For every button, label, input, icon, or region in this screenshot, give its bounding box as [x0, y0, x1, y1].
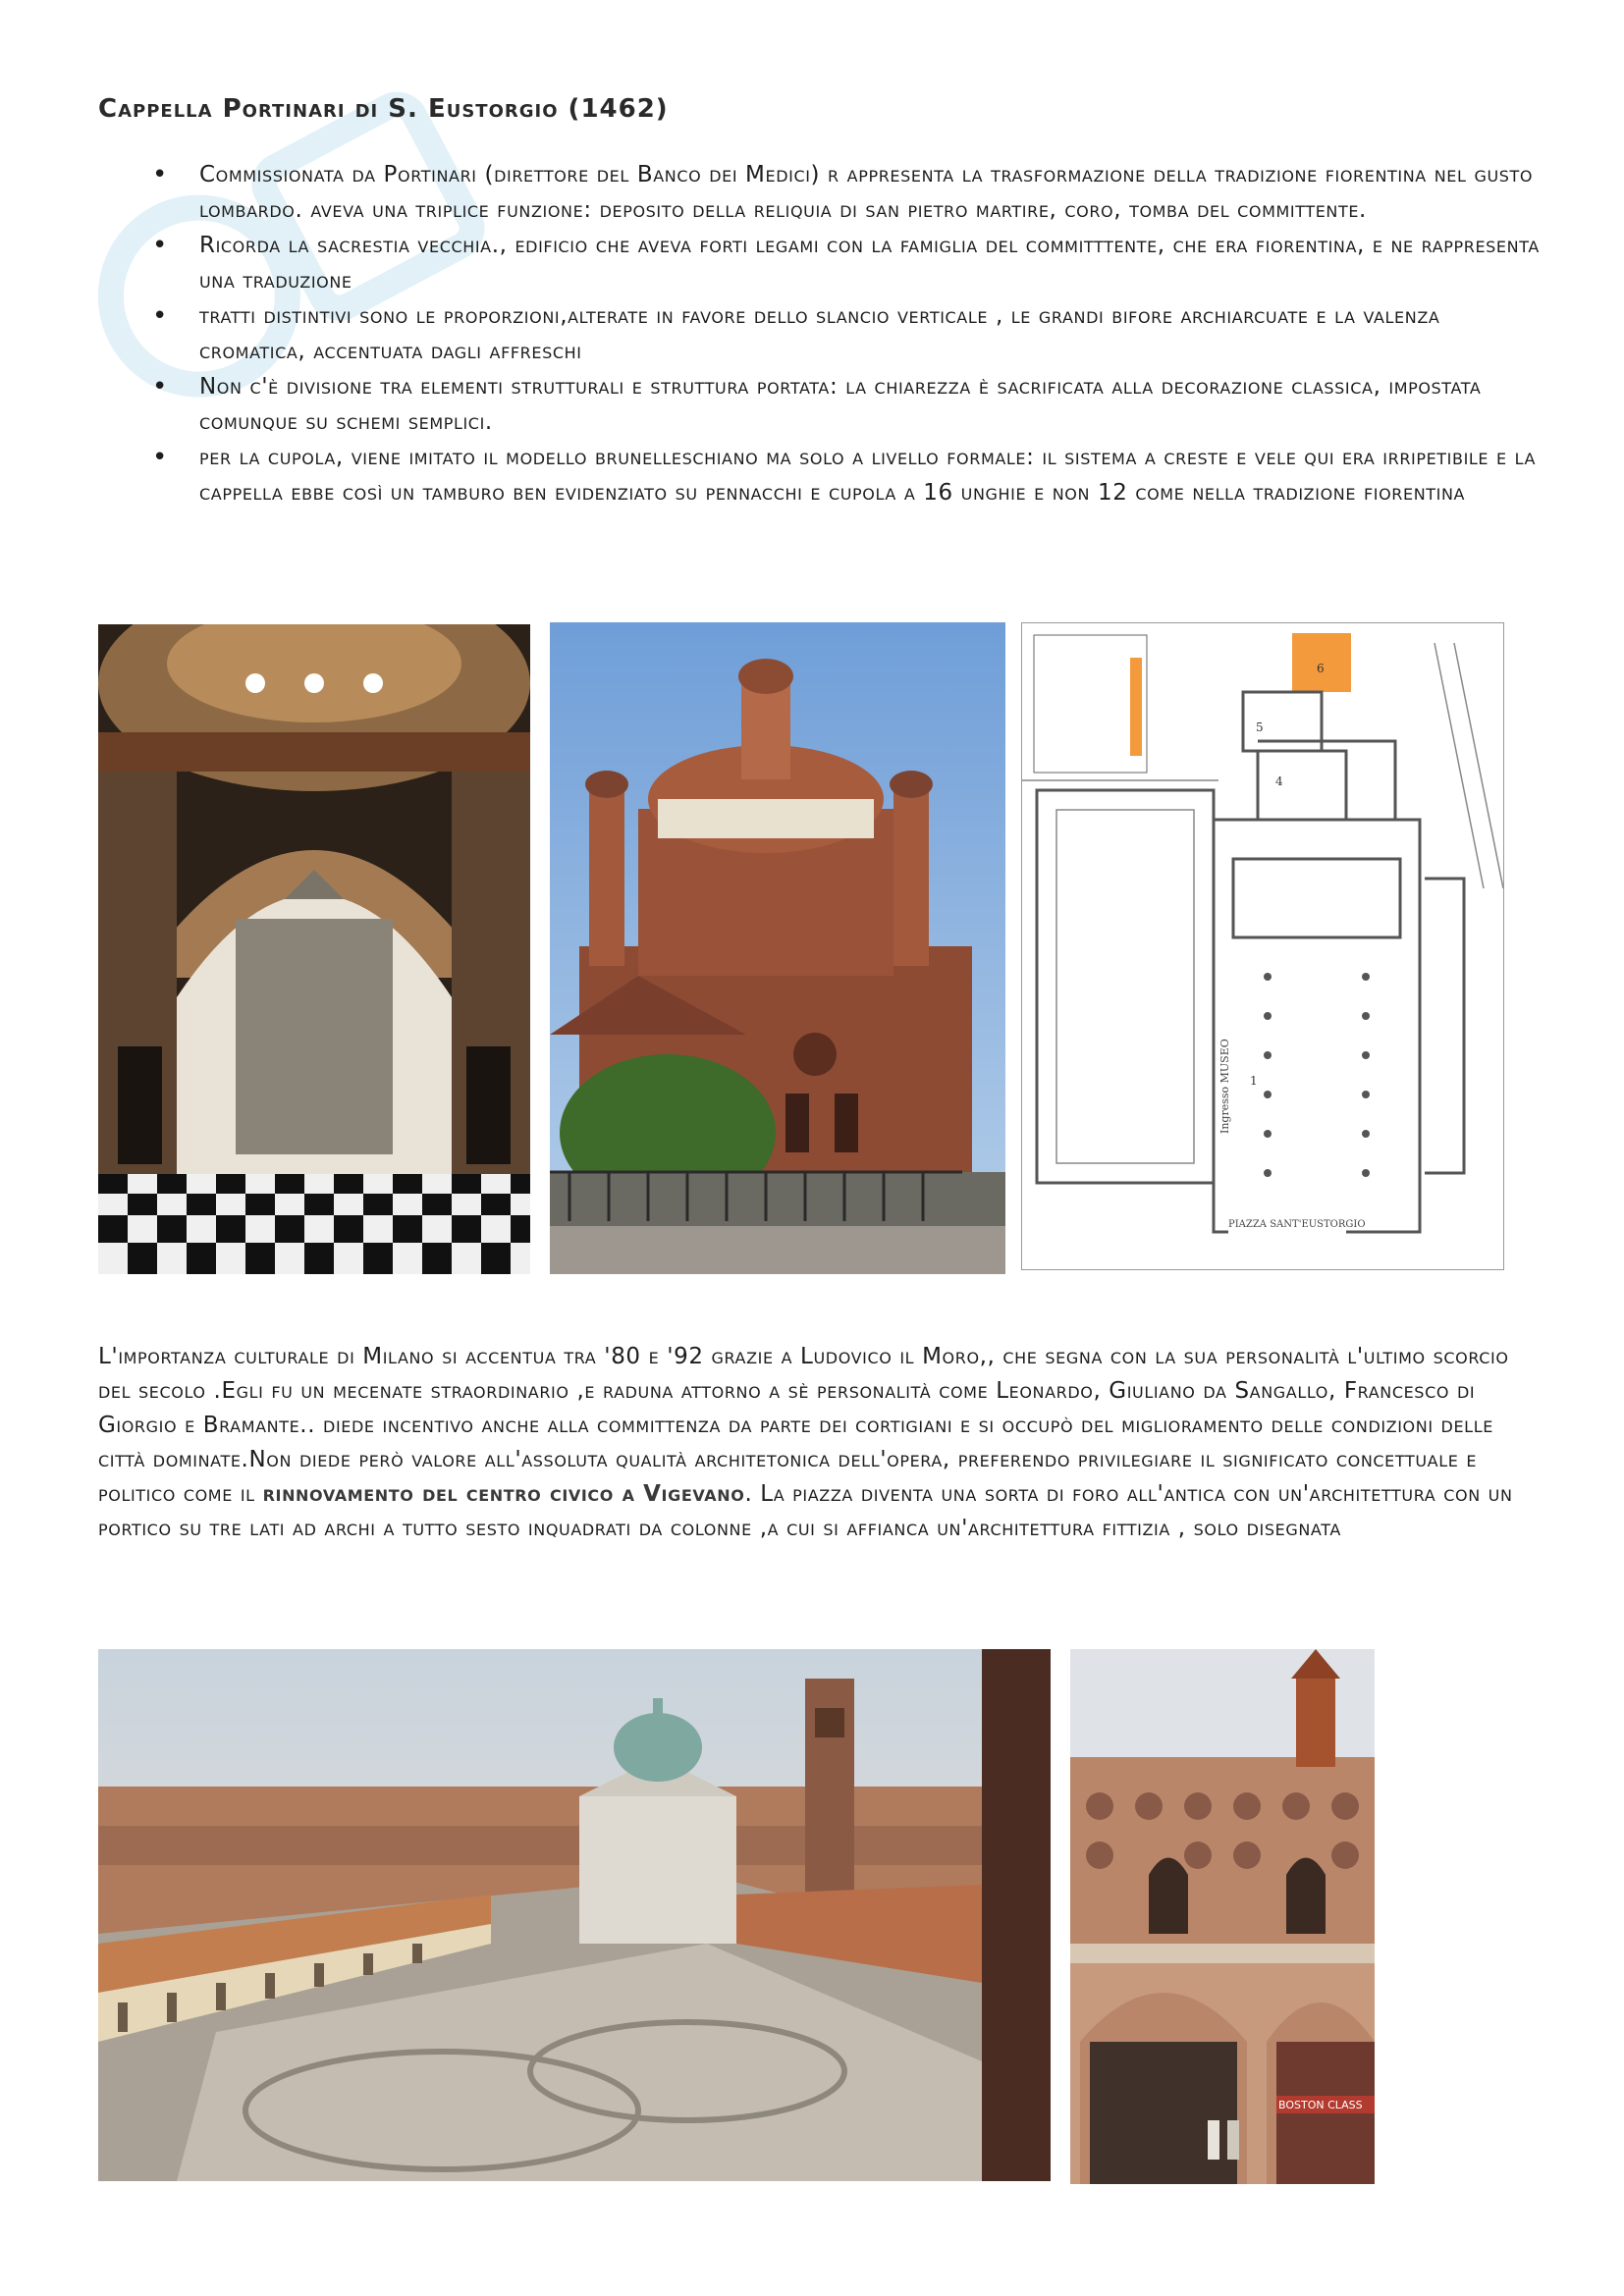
bullet-item: • Non c'è divisione tra elementi strutturali e struttura portata: la chiarezza è sacrificata alla decorazione classica, impostata comunque su schemi semplici.: [152, 369, 1546, 440]
paragraph-text: L'importanza culturale di Milano si accentua tra '80 e '92 grazie a Ludovico il Moro,, che segna con la sua personalità l'ultimo scorcio del secolo .Egli fu un mecenate straordinario ,e raduna attorno a sè personalità come Leonardo, Giuliano da Sangallo, Francesco di Giorgio e Bramante.. diede incentivo anche alla committenza da parte dei cortigiani e si occupò del miglioramento delle condizioni delle città dominate.Non diede però valore all'assoluta qualità architetonica dell'opera, preferendo privilegiare il significato concettuale e politico come il: [98, 1344, 1509, 1507]
church-floor-plan: [1021, 622, 1504, 1270]
milano-paragraph: [98, 1340, 1542, 1546]
bullet-item: • Commissionata da Portinari (direttore del Banco dei Medici) r appresenta la trasformazione della tradizione fiorentina nel gusto lombardo. aveva una triplice funzione: deposito della reliquia di san pietro martire, coro, tomba del committente.: [152, 157, 1546, 228]
vigevano-arcade-photo: [1070, 1649, 1375, 2184]
paragraph-text-end: . La piazza diventa una sorta di foro all'antica con un'architettura con un portico su tre lati ad archi a tutto sesto inquadrati da colonne ,a cui si affianca un'architettura fittizia , solo disegnata: [98, 1481, 1513, 1541]
plan-number-6: 6: [1317, 662, 1325, 675]
plan-number-1: 1: [1250, 1074, 1258, 1088]
plan-label-museo: Ingresso MUSEO: [1218, 1039, 1231, 1134]
plan-number-5: 5: [1256, 721, 1264, 734]
plan-number-4: 4: [1275, 774, 1283, 788]
bullet-list: [152, 157, 1546, 510]
bullet-item: • Ricorda la sacrestia vecchia., edificio che aveva forti legami con la famiglia del committtente, che era fiorentina, e ne rappresenta una traduzione: [152, 228, 1546, 298]
paragraph-highlight: rinnovamento del centro civico a Vigevano: [262, 1481, 745, 1507]
chapel-interior-photo: [98, 624, 530, 1274]
plan-label-piazza: PIAZZA SANT'EUSTORGIO: [1228, 1219, 1366, 1230]
page-title: Cappella Portinari di S. Eustorgio (1462): [98, 94, 669, 124]
bullet-item: • tratti distintivi sono le proporzioni,alterate in favore dello slancio verticale , le grandi bifore archiarcuate e la valenza cromatica, accentuata dagli affreschi: [152, 298, 1546, 369]
bullet-item: • per la cupola, viene imitato il modello brunelleschiano ma solo a livello formale: il sistema a creste e vele qui era irripetibile e la cappella ebbe così un tamburo ben evidenziato su pennacchi e cupola a 16 unghie e non 12 come nella tradizione fiorentina: [152, 440, 1546, 510]
chapel-exterior-photo: [550, 622, 1005, 1274]
vigevano-piazza-photo: [98, 1649, 1051, 2181]
shop-sign: BOSTON CLASS: [1278, 2099, 1363, 2111]
